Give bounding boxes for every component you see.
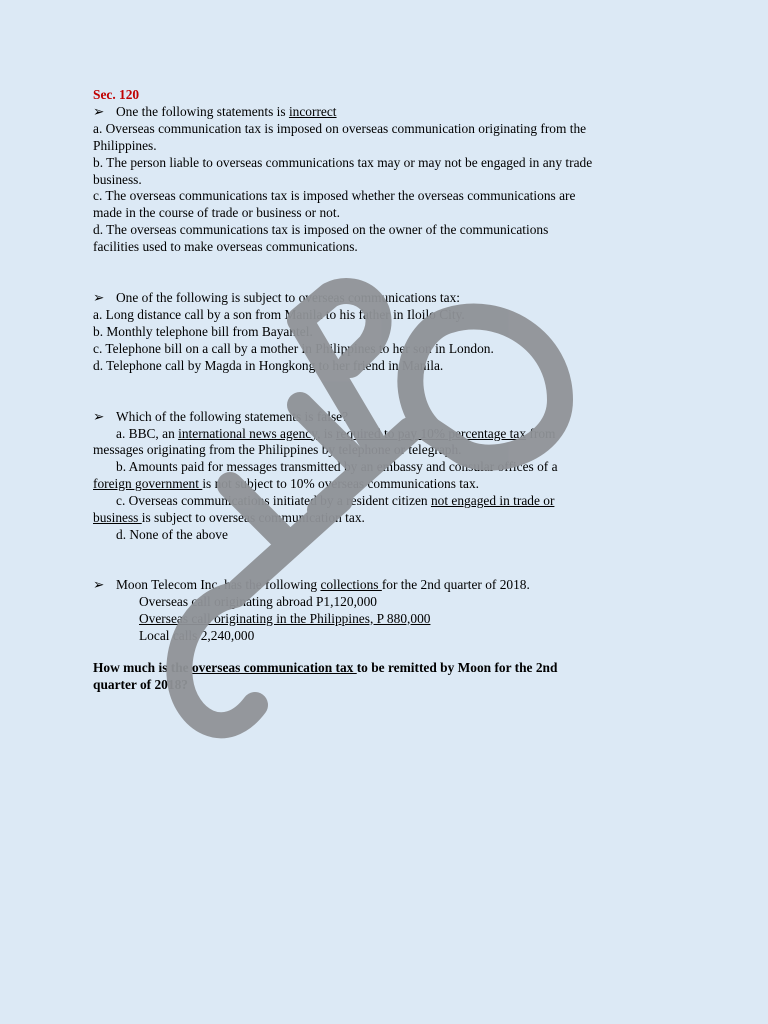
q3-choice-a-cont: messages originating from the Philippines by telephone or telegraph. — [93, 442, 462, 458]
question-2 — [93, 290, 653, 375]
question-3-stem: ➢ Which of the following statements is false? — [93, 408, 349, 424]
q2-choice-b: b. Monthly telephone bill from Bayantel. — [93, 323, 313, 339]
q1-choice-b-cont: business. — [93, 171, 142, 187]
section-heading: Sec. 120 — [93, 87, 140, 102]
collection-line-abroad: Overseas call originating abroad P1,120,000 — [139, 593, 377, 609]
collection-line-local: Local calls 2,240,000 — [139, 627, 255, 643]
q1-choice-d-cont: facilities used to make overseas communications. — [93, 239, 358, 255]
q1-choice-d: d. The overseas communications tax is imposed on the owner of the communications — [93, 222, 549, 238]
question-1 — [93, 104, 653, 256]
q1-choice-c: c. The overseas communications tax is imposed whether the overseas communications are — [93, 188, 576, 204]
bullet-arrow-icon: ➢ — [93, 408, 105, 424]
question-4-prompt-cont: quarter of 2018? — [93, 677, 188, 693]
question-4-stem: ➢ Moon Telecom Inc. has the following collections for the 2nd quarter of 2018. — [93, 576, 530, 592]
collection-line-philippines: Overseas call originating in the Philippines, P 880,000 — [139, 610, 431, 626]
q3-choice-a: a. BBC, an international news agency, is required to pay 10% percentage tax from — [116, 425, 556, 441]
q3-choice-b-cont: foreign government is not subject to 10% overseas communications tax. — [93, 476, 480, 492]
question-2-stem: ➢ One of the following is subject to overseas communications tax: — [93, 290, 460, 306]
document-page — [93, 87, 653, 694]
q2-choice-c: c. Telephone bill on a call by a mother in Philippines to her son in London. — [93, 340, 494, 356]
q1-choice-c-cont: made in the course of trade or business or not. — [93, 205, 340, 221]
q1-choice-a: a. Overseas communication tax is imposed on overseas communication originating from the — [93, 120, 587, 136]
question-3 — [93, 409, 653, 544]
q3-choice-b: b. Amounts paid for messages transmitted by an embassy and consular offices of a — [116, 459, 558, 475]
q3-choice-c: c. Overseas communications initiated by a resident citizen not engaged in trade or — [116, 493, 555, 509]
bullet-arrow-icon: ➢ — [93, 576, 105, 592]
question-4-prompt: How much is the overseas communication tax to be remitted by Moon for the 2nd — [93, 660, 558, 676]
bullet-arrow-icon: ➢ — [93, 103, 105, 119]
question-1-stem: ➢ One the following statements is incorrect — [93, 103, 337, 119]
q3-choice-c-cont: business is subject to overseas communication tax. — [93, 510, 365, 526]
q1-choice-a-cont: Philippines. — [93, 137, 157, 153]
q2-choice-a: a. Long distance call by a son from Manila to his father in Iloilo City. — [93, 306, 465, 322]
q3-choice-d: d. None of the above — [116, 526, 228, 542]
question-4 — [93, 577, 653, 694]
q1-choice-b: b. The person liable to overseas communications tax may or may not be engaged in any trade — [93, 154, 593, 170]
q2-choice-d: d. Telephone call by Magda in Hongkong to her friend in Manila. — [93, 357, 444, 373]
bullet-arrow-icon: ➢ — [93, 290, 105, 306]
